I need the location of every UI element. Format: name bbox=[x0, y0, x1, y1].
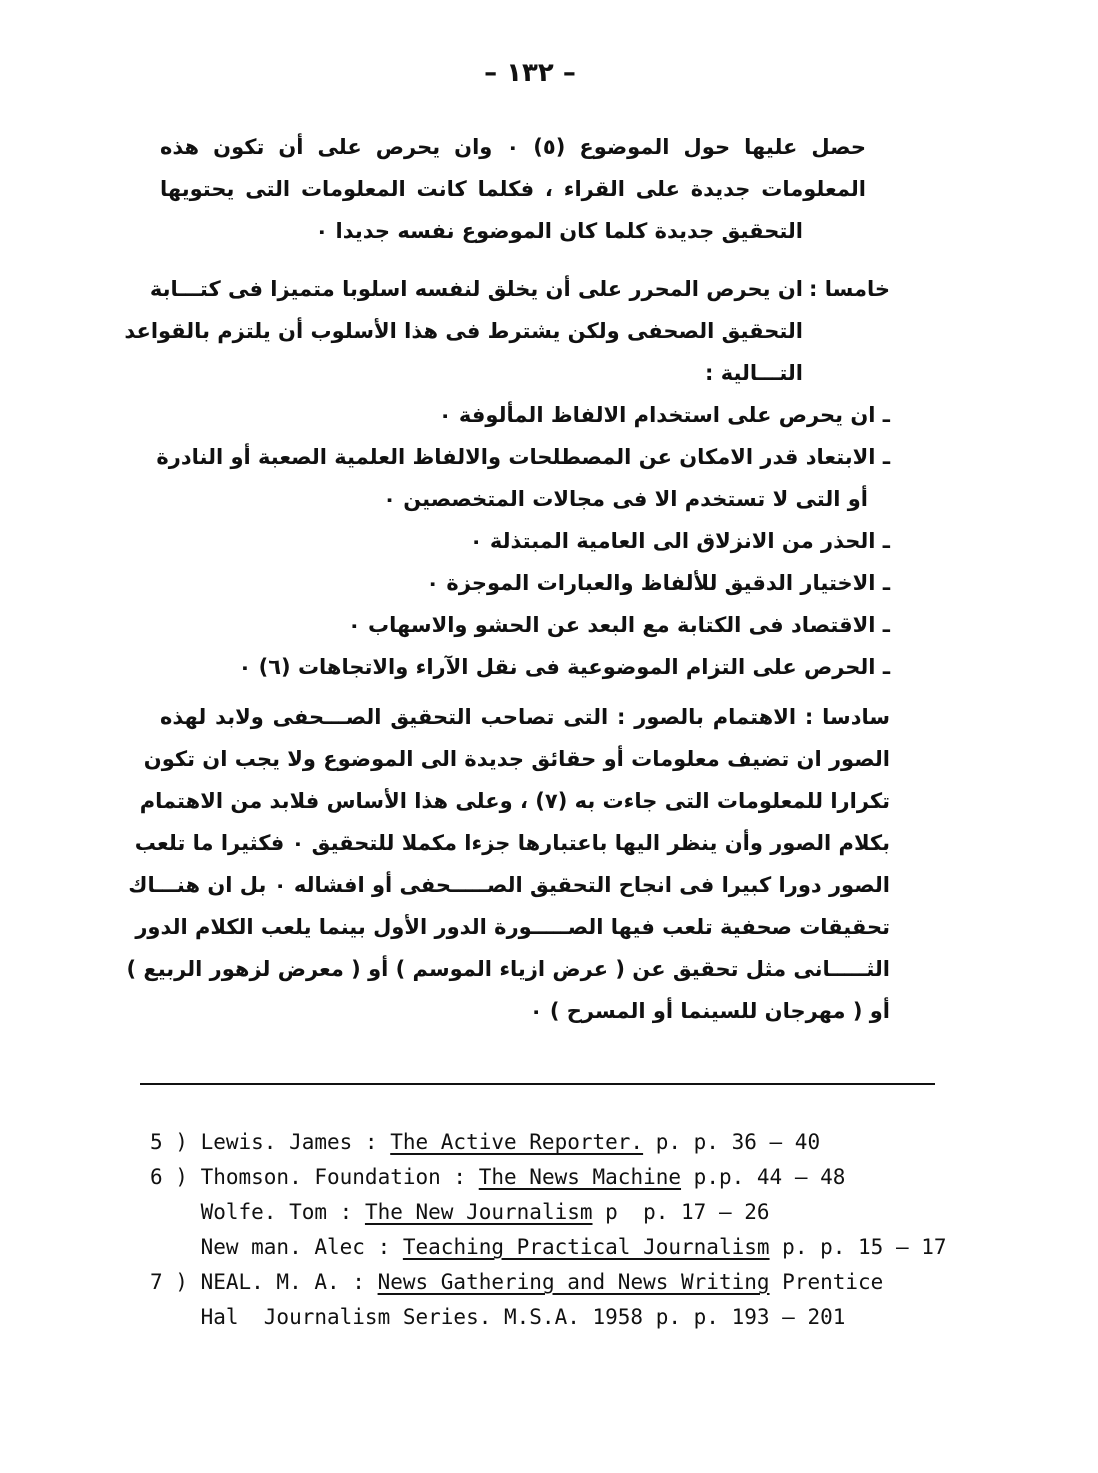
footnote-title: News Gathering and News Writing bbox=[377, 1270, 770, 1294]
text-line: حصل عليها حول الموضوع (٥) ٠ وان يحرص على أن تكون هذه bbox=[160, 135, 866, 159]
text-line: أو ( مهرجان للسينما أو المسرح ) ٠ bbox=[529, 999, 890, 1023]
text-line: المعلومات جديدة على القراء ، فكلما كانت المعلومات التى يحتويها bbox=[160, 177, 866, 201]
text-line bbox=[160, 696, 890, 738]
footnote-suffix: p. p. 15 – 17 bbox=[769, 1235, 947, 1259]
text-line: تحقيقات صحفية تلعب فيها الصـــــورة الدور الأول بينما يلعب الكلام الدور bbox=[135, 915, 890, 939]
footnote-separator bbox=[140, 1083, 935, 1085]
list-item: ـ الاقتصاد فى الكتابة مع البعد عن الحشو والاسهاب ٠ bbox=[347, 613, 890, 637]
footnote-suffix: p. p. 36 – 40 bbox=[643, 1130, 821, 1154]
footnote-prefix: Wolfe. Tom : bbox=[150, 1200, 365, 1224]
footnote-title: The News Machine bbox=[478, 1165, 682, 1189]
footnote-prefix: Hal Journalism Series. M.S.A. 1958 p. p. 193 – 201 bbox=[150, 1305, 846, 1329]
text-line: التـــالية : bbox=[705, 361, 803, 385]
section-heading: الاهتمام بالصور : bbox=[617, 705, 797, 729]
footnote bbox=[150, 1230, 947, 1265]
footnote bbox=[150, 1125, 947, 1160]
list-item: ـ الحذر من الانزلاق الى العامية المبتذلة ٠ bbox=[469, 529, 890, 553]
text-line: الثـــــانى مثل تحقيق عن ( عرض ازياء الموسم ) أو ( معرض لزهور الربيع ) bbox=[126, 957, 890, 981]
footnote-title: Teaching Practical Journalism bbox=[402, 1235, 770, 1259]
text-line: بكلام الصور وأن ينظر اليها باعتبارها جزءا مكملا للتحقيق ٠ فكثيرا ما تلعب bbox=[134, 831, 890, 855]
footnote-title: The New Journalism bbox=[364, 1200, 593, 1224]
text-line: التحقيق الصحفى ولكن يشترط فى هذا الأسلوب أن يلتزم بالقواعد bbox=[124, 319, 803, 343]
text-line: الصور ان تضيف معلومات أو حقائق جديدة الى الموضوع ولا يجب ان تكون bbox=[143, 747, 890, 771]
list-item: ـ الابتعاد قدر الامكان عن المصطلحات والالفاظ العلمية الصعبة أو النادرة bbox=[156, 445, 890, 469]
footnote-prefix: New man. Alec : bbox=[150, 1235, 403, 1259]
footnote-title: The Active Reporter. bbox=[390, 1130, 644, 1154]
text-line: ان يحرص المحرر على أن يخلق لنفسه اسلوبا متميزا فى كتـــابة bbox=[149, 277, 803, 301]
footnote bbox=[150, 1265, 947, 1300]
list-item-continuation: أو التى لا تستخدم الا فى مجالات المتخصصين ٠ bbox=[383, 487, 868, 511]
page-number: – ١٣٢ – bbox=[484, 58, 576, 88]
point-label: سادسا : bbox=[804, 705, 891, 729]
footnote-prefix: 6 ) Thomson. Foundation : bbox=[150, 1165, 479, 1189]
text-line: التحقيق جديدة كلما كان الموضوع نفسه جديدا ٠ bbox=[315, 219, 803, 243]
footnote bbox=[150, 1160, 947, 1195]
footnote bbox=[150, 1195, 947, 1230]
list-item: ـ ان يحرص على استخدام الالفاظ المألوفة ٠ bbox=[438, 403, 890, 427]
footnote-prefix: 5 ) Lewis. James : bbox=[150, 1130, 391, 1154]
text-line: الصور دورا كبيرا فى انجاح التحقيق الصـــــحفى أو افشاله ٠ بل ان هنـــاك bbox=[128, 873, 890, 897]
list-item: ـ الاختيار الدقيق للألفاظ والعبارات الموجزة ٠ bbox=[426, 571, 890, 595]
text-line: تكرارا للمعلومات التى جاءت به (٧) ، وعلى هذا الأساس فلابد من الاهتمام bbox=[139, 789, 890, 813]
point-label: خامسا : bbox=[809, 277, 890, 301]
footnotes bbox=[150, 1125, 947, 1335]
footnote-prefix: 7 ) NEAL. M. A. : bbox=[150, 1270, 378, 1294]
footnote-suffix: Prentice bbox=[769, 1270, 884, 1294]
footnote-suffix: p p. 17 – 26 bbox=[592, 1200, 770, 1224]
footnote-suffix: p.p. 44 – 48 bbox=[681, 1165, 846, 1189]
list-item: ـ الحرص على التزام الموضوعية فى نقل الآراء والاتجاهات (٦) ٠ bbox=[238, 655, 890, 679]
footnote bbox=[150, 1300, 947, 1335]
text-segment: التى تصاحب التحقيق الصـــحفى ولابد لهذه bbox=[160, 705, 609, 729]
